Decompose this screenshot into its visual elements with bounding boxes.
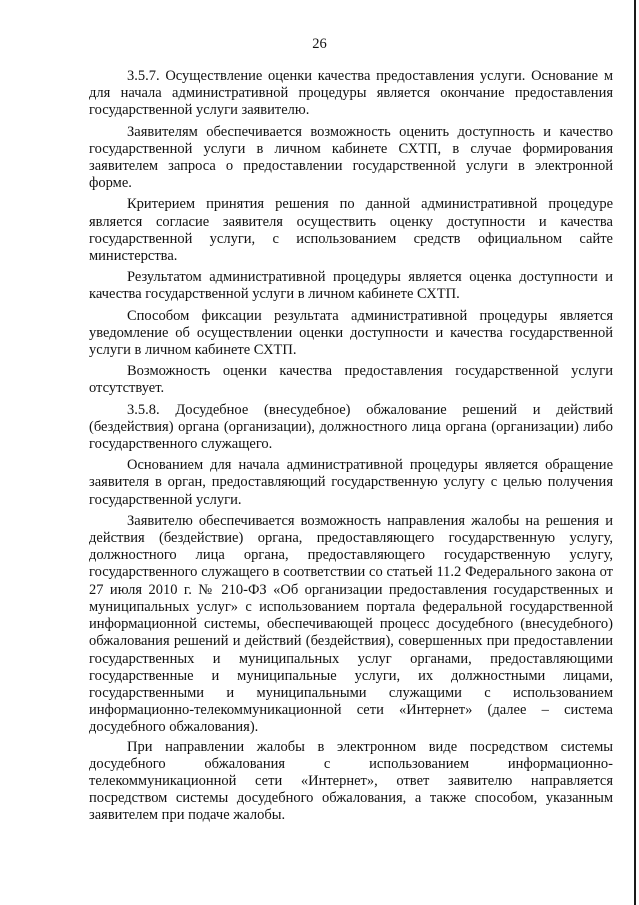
paragraph-evaluation-possibility: Заявителям обеспечивается возможность оценить доступность и качество государственной услуги в личном кабинете СХТП, в случае формирования заявителем запроса о предоставлении государственной услуги в электронной форме. (89, 123, 613, 192)
page-number: 26 (312, 36, 327, 52)
paragraph-result-fixation: Способом фиксации результата административной процедуры является уведомление об осуществлении оценки доступности и качества государственной услуги в личном кабинете СХТП. (89, 307, 613, 359)
paragraph-electronic-complaint: При направлении жалобы в электронном виде посредством системы досудебного обжалования с использованием информационно-телекоммуникационной сети «Интернет», ответ заявителю направляется посредством системы досудебного обжалования, а также способом, указанным заявителем при подаче жалобы. (89, 738, 613, 824)
page-edge-line (634, 0, 636, 905)
paragraph-procedure-basis: Основанием для начала административной процедуры является обращение заявителя в орган, предоставляющий государственную услугу с целью получения государственной услуги. (89, 457, 613, 508)
paragraph-complaint-possibility: Заявителю обеспечивается возможность направления жалобы на решения и действия (бездействие) органа, предоставляющего государственную услугу, должностного лица органа, предоставляющего государственную услугу, государственного служащего в соответствии со статьей 11.2 Федерального закона от 27 июля 2010 г. № 210-ФЗ «Об организации предоставления государственных и муниципальных услуг» с использованием портала федеральной государственной информационной системы, обеспечивающей процесс досудебного (внесудебного) обжалования решений и действий (бездействия), совершенных при предоставлении государственных и муниципальных услуг органами, предоставляющими государственные и муниципальные услуги, их должностными лицами, государственными и муниципальными служащими с использованием информационно-телекоммуникационной сети «Интернет» (далее – система досудебного обжалования). (89, 512, 613, 736)
paragraph-3-5-7: 3.5.7. Осуществление оценки качества предоставления услуги. Основание м для начала административной процедуры является окончание предоставления государственной услуги заявителю. (89, 68, 613, 119)
document-body (89, 68, 613, 829)
paragraph-procedure-result: Результатом административной процедуры является оценка доступности и качества государственной услуги в личном кабинете СХТП. (89, 269, 613, 303)
paragraph-3-5-8: 3.5.8. Досудебное (внесудебное) обжалование решений и действий (бездействия) органа (организации), должностного лица органа (организации) либо государственного служащего. (89, 401, 613, 453)
paragraph-decision-criterion: Критерием принятия решения по данной административной процедуре является согласие заявителя осуществить оценку доступности и качества государственной услуги, с использованием средств официальном сайте министерства. (89, 196, 613, 265)
paragraph-evaluation-absent: Возможность оценки качества предоставления государственной услуги отсутствует. (89, 363, 613, 397)
